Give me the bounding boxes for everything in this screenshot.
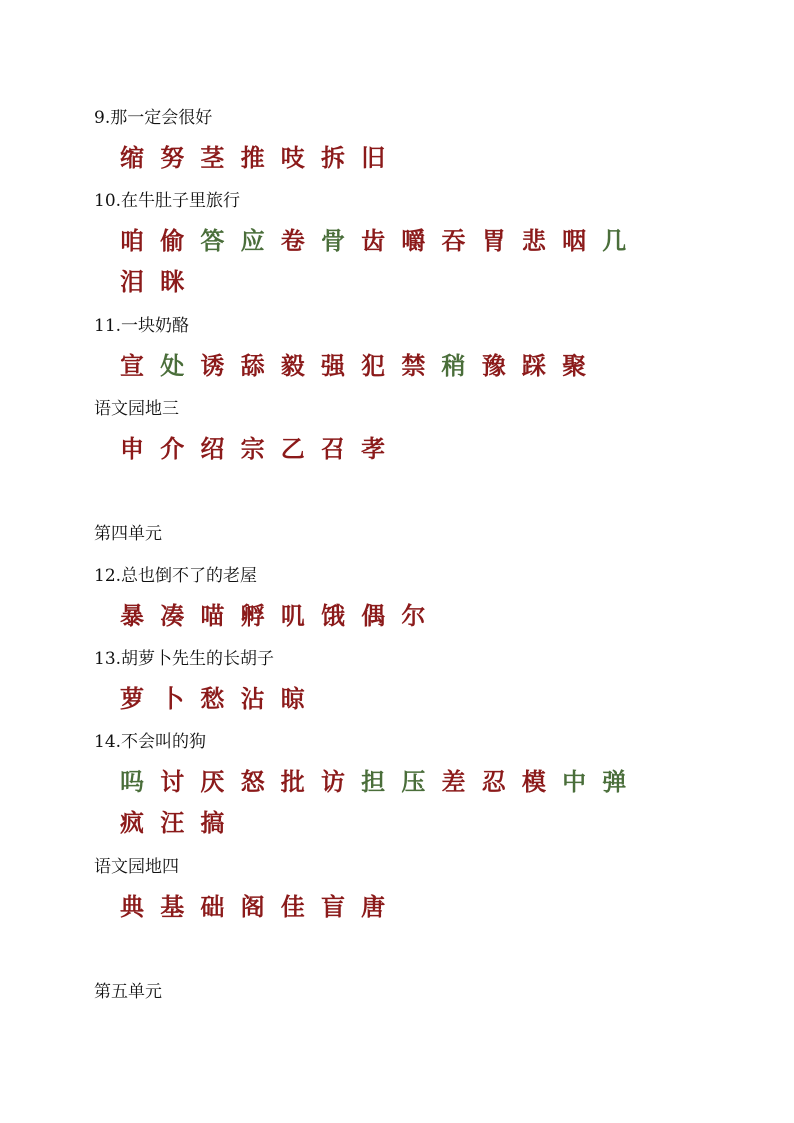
vocab-character: 旧 [361, 143, 386, 172]
vocab-character: 卷 [280, 226, 305, 255]
lesson-heading: 语文园地四 [94, 857, 179, 877]
vocab-character: 应 [240, 226, 265, 255]
lesson-heading: 9.那一定会很好 [94, 108, 213, 128]
vocab-character: 孵 [240, 601, 265, 630]
character-row [120, 809, 241, 837]
character-row [120, 268, 200, 296]
vocab-character: 压 [401, 767, 426, 796]
vocab-character: 卜 [160, 684, 185, 713]
vocab-character: 饿 [320, 601, 345, 630]
vocab-character: 眯 [160, 267, 185, 296]
vocab-character: 基 [160, 892, 185, 921]
character-row [120, 768, 642, 796]
lesson-heading: 第四单元 [94, 524, 162, 544]
vocab-character: 犯 [361, 351, 386, 380]
character-row [120, 893, 401, 921]
vocab-character: 吞 [441, 226, 466, 255]
vocab-character: 叽 [280, 601, 305, 630]
lesson-heading: 第五单元 [94, 982, 162, 1002]
lesson-heading: 12.总也倒不了的老屋 [94, 566, 258, 586]
vocab-character: 唐 [361, 892, 386, 921]
vocab-character: 愁 [200, 684, 225, 713]
vocab-character: 悲 [521, 226, 546, 255]
vocab-character: 批 [280, 767, 305, 796]
vocab-character: 禁 [401, 351, 426, 380]
vocab-character: 凑 [160, 601, 185, 630]
vocab-character: 访 [320, 767, 345, 796]
vocab-character: 介 [160, 434, 185, 463]
vocab-character: 晾 [280, 684, 305, 713]
vocab-character: 乙 [280, 434, 305, 463]
lesson-heading: 14.不会叫的狗 [94, 732, 207, 752]
vocab-character: 泪 [120, 267, 144, 296]
lesson-heading: 13.胡萝卜先生的长胡子 [94, 649, 275, 669]
vocab-character: 处 [160, 351, 185, 380]
vocab-character: 绍 [200, 434, 225, 463]
vocab-character: 萝 [120, 684, 144, 713]
vocab-character: 齿 [361, 226, 386, 255]
vocab-character: 怒 [240, 767, 265, 796]
character-row [120, 144, 401, 172]
character-row [120, 352, 602, 380]
vocab-character: 吱 [280, 143, 305, 172]
character-row [120, 227, 642, 255]
vocab-character: 吗 [120, 767, 144, 796]
vocab-character: 差 [441, 767, 466, 796]
vocab-character: 弹 [602, 767, 627, 796]
vocab-character: 宗 [240, 434, 265, 463]
vocab-character: 申 [120, 434, 144, 463]
vocab-character: 础 [200, 892, 225, 921]
vocab-character: 骨 [320, 226, 345, 255]
vocab-character: 偶 [361, 601, 386, 630]
vocab-character: 讨 [160, 767, 185, 796]
vocab-character: 搞 [200, 808, 225, 837]
vocab-character: 宣 [120, 351, 144, 380]
vocab-character: 中 [562, 767, 587, 796]
vocab-character: 模 [521, 767, 546, 796]
vocab-character: 几 [602, 226, 627, 255]
vocab-character: 舔 [240, 351, 265, 380]
vocab-character: 拆 [320, 143, 345, 172]
vocab-character: 茎 [200, 143, 225, 172]
vocab-character: 嚼 [401, 226, 426, 255]
vocab-character: 咽 [562, 226, 587, 255]
vocab-character: 胃 [481, 226, 506, 255]
vocab-character: 忍 [481, 767, 506, 796]
vocab-character: 豫 [481, 351, 506, 380]
character-row [120, 685, 321, 713]
vocab-character: 推 [240, 143, 265, 172]
vocab-character: 聚 [562, 351, 587, 380]
lesson-heading: 11.一块奶酪 [94, 316, 190, 336]
lesson-heading: 10.在牛肚子里旅行 [94, 191, 241, 211]
lesson-heading: 语文园地三 [94, 399, 179, 419]
vocab-character: 咱 [120, 226, 144, 255]
vocab-character: 缩 [120, 143, 144, 172]
vocab-character: 盲 [320, 892, 345, 921]
vocab-character: 孝 [361, 434, 386, 463]
vocab-character: 毅 [280, 351, 305, 380]
vocab-character: 强 [320, 351, 345, 380]
vocab-character: 偷 [160, 226, 185, 255]
vocab-character: 答 [200, 226, 225, 255]
vocab-character: 召 [320, 434, 345, 463]
vocab-character: 厌 [200, 767, 225, 796]
vocab-character: 疯 [120, 808, 144, 837]
vocab-character: 尔 [401, 601, 426, 630]
vocab-character: 稍 [441, 351, 466, 380]
character-row [120, 435, 401, 463]
vocab-character: 汪 [160, 808, 185, 837]
vocab-character: 暴 [120, 601, 144, 630]
vocab-character: 喵 [200, 601, 225, 630]
vocab-character: 沾 [240, 684, 265, 713]
vocab-character: 佳 [280, 892, 305, 921]
vocab-character: 担 [361, 767, 386, 796]
vocab-character: 诱 [200, 351, 225, 380]
vocab-character: 踩 [521, 351, 546, 380]
vocab-character: 阁 [240, 892, 265, 921]
character-row [120, 602, 442, 630]
vocab-character: 典 [120, 892, 144, 921]
vocab-character: 努 [160, 143, 185, 172]
